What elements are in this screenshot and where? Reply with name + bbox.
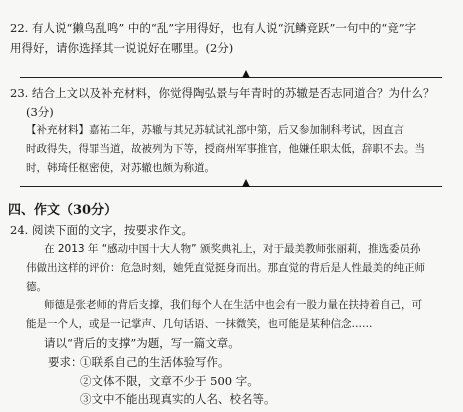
q22-line-1: 22. 有人说“獭鸟乱鸣” 中的“乱”字用得好，也有人说“沉鳞竞跃”一句中的“竞”字 bbox=[10, 21, 417, 35]
q23-line-2: (3分) bbox=[26, 105, 54, 119]
p3-prompt: 请以“背后的支撑”为题，写一篇文章。 bbox=[44, 336, 240, 350]
q23-triangle-icon bbox=[242, 179, 250, 187]
p1-line-1: 在 2013 年 “感动中国十大人物” 颁奖典礼上，对于最美教师张丽莉，推选委员孙 bbox=[44, 243, 421, 255]
q24-line-1: 24. 阅读下面的文字，按要求作文。 bbox=[10, 223, 193, 237]
q23-line-1: 23. 结合上文以及补充材料，你觉得陶弘景与年青时的苏辙是否志同道合？为什么？ bbox=[10, 86, 435, 100]
q23-supplement-line-2: 时政得失，得罪当道，故被列为下等，授商州军事推官，他嫌任职太低，辞职不去。当 bbox=[26, 143, 425, 155]
q22-line-2: 用得好，请你选择其一说说好在哪里。(2分) bbox=[10, 41, 234, 55]
q22-triangle-icon bbox=[242, 70, 250, 78]
q22-answer-line bbox=[20, 77, 442, 78]
p2-line-2: 能是一个人，或是一记掌声、几句话语、一抹微笑，也可能是某种信念…… bbox=[26, 318, 373, 330]
p1-line-3: 德。 bbox=[26, 281, 47, 293]
q23-answer-line bbox=[20, 186, 442, 187]
q23-supplement-line-3: 时，韩琦任枢密使，对苏辙也颇为称道。 bbox=[26, 162, 215, 174]
q23-supplement-line-1: 【补充材料】嘉祐二年，苏辙与其兄苏轼试礼部中第，后又参加制科考试，因直言 bbox=[26, 124, 404, 136]
section4-title: 四、作文（30分） bbox=[8, 203, 118, 218]
p2-line-1: 师德是张老师的背后支撑，我们每个人在生活中也会有一股力量在扶持着自己，可 bbox=[44, 299, 422, 311]
requirement-3: ③文中不能出现真实的人名、校名等。 bbox=[80, 392, 276, 406]
requirement-2: ②文体不限，文章不少于 500 字。 bbox=[80, 374, 259, 388]
requirement-1: ①联系自己的生活体验写作。 bbox=[80, 355, 230, 369]
requirements-label: 要求： bbox=[48, 355, 83, 369]
p1-line-2: 伟做出这样的评价：危急时刻，她凭直觉挺身而出。那直觉的背后是人性最美的纯正师 bbox=[26, 262, 425, 274]
